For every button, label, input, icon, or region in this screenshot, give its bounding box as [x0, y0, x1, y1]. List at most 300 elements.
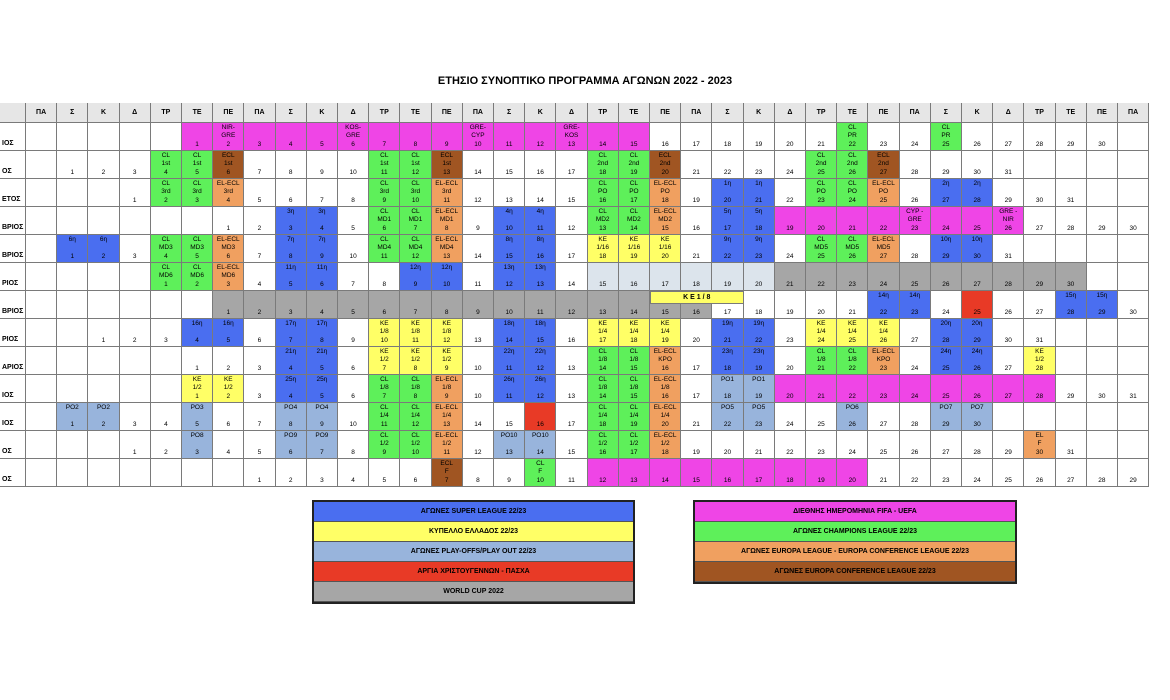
day-cell	[525, 319, 556, 347]
day-number: 4	[257, 281, 262, 288]
day-number: 12	[411, 169, 420, 176]
day-cell	[806, 207, 837, 235]
day-cell	[806, 179, 837, 207]
day-number: 14	[474, 169, 482, 176]
legend-item: ΑΓΩΝΕΣ EUROPA LEAGUE - EUROPA CONFERENCE LEAGUE 22/23	[695, 542, 1015, 562]
day-cell	[494, 151, 525, 179]
day-cell	[182, 431, 213, 459]
day-number: 26	[973, 365, 981, 372]
day-cell	[837, 263, 868, 291]
day-cell	[1024, 375, 1055, 403]
day-cell	[432, 151, 463, 179]
event-code: CL 1/8	[410, 376, 420, 391]
day-number: 24	[786, 421, 794, 428]
day-cell	[588, 403, 619, 431]
event-code: EL-ECL KPO	[872, 348, 895, 363]
day-number: 12	[567, 309, 576, 316]
day-number: 21	[848, 309, 856, 316]
day-number: 7	[320, 449, 324, 456]
day-cell	[494, 179, 525, 207]
event-code: 3η	[318, 208, 326, 215]
day-cell	[931, 375, 962, 403]
day-cell	[931, 179, 962, 207]
day-number: 2	[226, 365, 231, 372]
event-code: CL MD3	[159, 236, 173, 251]
day-header: ΤΕ	[1056, 103, 1087, 123]
day-number: 11	[505, 393, 513, 400]
day-cell	[57, 375, 88, 403]
event-code: 20η	[940, 320, 952, 327]
event-code: 10η	[940, 236, 952, 243]
event-code: EL-ECL 1/8	[653, 376, 677, 391]
day-cell	[88, 151, 119, 179]
day-cell	[712, 403, 743, 431]
day-cell	[525, 235, 556, 263]
day-number: 25	[1004, 477, 1012, 484]
day-cell	[868, 459, 899, 487]
day-cell	[556, 151, 587, 179]
day-cell	[962, 403, 993, 431]
event-code: CL MD4	[408, 236, 423, 251]
day-number: 5	[351, 309, 355, 316]
day-cell	[806, 235, 837, 263]
day-number: 23	[817, 197, 825, 204]
day-cell	[1024, 431, 1055, 459]
day-number: 14	[505, 337, 513, 344]
day-number: 10	[443, 281, 451, 288]
event-code: CL 1/8	[379, 376, 389, 391]
event-code: CL 1/2	[629, 432, 639, 447]
day-header: ΠΑ	[244, 103, 275, 123]
day-cell	[1024, 291, 1055, 319]
day-number: 19	[723, 281, 732, 288]
event-code: CL 1st	[192, 152, 202, 167]
day-cell	[57, 263, 88, 291]
event-code: PO1	[752, 376, 766, 383]
day-number: 25	[848, 337, 856, 344]
day-cell	[588, 375, 619, 403]
day-cell	[868, 235, 899, 263]
event-code: EL-ECL KPO	[653, 348, 677, 363]
day-cell	[151, 459, 182, 487]
day-cell	[744, 403, 775, 431]
day-cell	[837, 347, 868, 375]
day-header: Κ	[525, 103, 556, 123]
day-cell	[900, 291, 931, 319]
day-cell	[525, 347, 556, 375]
day-cell	[338, 179, 369, 207]
day-number: 13	[474, 337, 482, 344]
event-code: KE 1/2	[410, 348, 420, 363]
day-cell	[837, 459, 868, 487]
day-cell	[213, 235, 244, 263]
month-label	[0, 263, 26, 291]
day-number: 2	[257, 309, 262, 316]
day-cell	[244, 263, 275, 291]
day-number: 6	[413, 477, 418, 484]
legend-item: ΑΓΩΝΕΣ PLAY-OFFS/PLAY OUT 22/23	[314, 542, 633, 562]
day-number: 1	[132, 449, 137, 456]
day-number: 20	[848, 477, 856, 484]
event-code: 3η	[287, 208, 295, 215]
event-code: 21η	[316, 348, 328, 355]
day-number: 15	[630, 365, 638, 372]
day-number: 23	[911, 309, 919, 316]
day-cell	[494, 375, 525, 403]
day-cell	[619, 319, 650, 347]
day-cell	[900, 263, 931, 291]
day-cell	[182, 235, 213, 263]
month-label-text: ΒΡΙΟΣ	[2, 224, 24, 231]
day-number: 13	[443, 421, 451, 428]
day-cell	[463, 263, 494, 291]
day-cell	[556, 375, 587, 403]
day-cell	[806, 263, 837, 291]
day-cell	[57, 151, 88, 179]
day-cell	[775, 291, 806, 319]
day-cell	[494, 403, 525, 431]
day-cell	[1024, 123, 1055, 151]
day-number: 1	[195, 365, 199, 372]
day-cell	[400, 179, 431, 207]
day-cell	[276, 347, 307, 375]
day-number: 2	[195, 281, 199, 288]
event-code: 1η	[723, 180, 732, 187]
day-number: 20	[755, 281, 763, 288]
day-cell	[463, 431, 494, 459]
day-cell	[244, 403, 275, 431]
event-code: KE 1/4	[816, 320, 826, 335]
day-cell	[400, 263, 431, 291]
event-code: CL 1/4	[410, 404, 420, 419]
day-cell	[26, 123, 57, 151]
day-number: 15	[536, 337, 544, 344]
day-cell	[276, 403, 307, 431]
day-number: 5	[320, 393, 324, 400]
event-code: 22η	[503, 348, 515, 355]
event-code: PO9	[284, 432, 298, 439]
day-cell	[57, 319, 88, 347]
day-cell	[307, 291, 338, 319]
day-cell	[400, 347, 431, 375]
day-number: 8	[382, 281, 387, 288]
day-cell	[619, 375, 650, 403]
day-cell	[432, 431, 463, 459]
day-number: 2	[257, 225, 262, 232]
event-code: KE 1/4	[598, 320, 608, 335]
day-number: 8	[351, 197, 355, 204]
day-cell	[151, 179, 182, 207]
legend-right	[693, 500, 1017, 584]
day-number: 5	[195, 169, 199, 176]
day-cell	[151, 235, 182, 263]
event-code: EL-ECL 1/4	[653, 404, 677, 419]
day-number: 28	[1035, 141, 1044, 148]
event-code: CL 1st	[411, 152, 420, 167]
event-code: ECL 1st	[440, 152, 454, 167]
day-cell	[494, 207, 525, 235]
day-number: 1	[226, 225, 231, 232]
day-number: 17	[567, 421, 576, 428]
day-cell	[837, 179, 868, 207]
day-cell	[619, 403, 650, 431]
day-number: 29	[1035, 281, 1044, 288]
day-cell	[744, 123, 775, 151]
day-cell	[650, 319, 681, 347]
event-code: CL MD5	[845, 236, 860, 251]
event-code: PO3	[190, 404, 204, 411]
day-number: 27	[1035, 225, 1044, 232]
event-code: KE 1/16	[596, 236, 610, 251]
day-cell	[338, 263, 369, 291]
day-number: 4	[164, 169, 168, 176]
event-code: KE 1/8	[442, 320, 452, 335]
day-number: 7	[413, 309, 418, 316]
day-number: 1	[101, 337, 106, 344]
day-cell	[369, 375, 400, 403]
day-cell	[182, 291, 213, 319]
day-cell	[307, 179, 338, 207]
day-number: 1	[257, 477, 262, 484]
day-cell	[1024, 151, 1055, 179]
day-cell	[681, 347, 712, 375]
event-code: PO5	[752, 404, 766, 411]
day-number: 25	[942, 393, 950, 400]
day-cell	[900, 319, 931, 347]
day-cell	[369, 431, 400, 459]
month-label	[0, 123, 26, 151]
day-number: 20	[786, 141, 794, 148]
day-cell	[775, 459, 806, 487]
day-number: 29	[942, 253, 950, 260]
event-code: EL-ECL MD1	[435, 208, 459, 223]
day-header: ΤΡ	[151, 103, 182, 123]
event-code: CL 1/8	[598, 348, 608, 363]
day-number: 14	[567, 281, 576, 288]
day-number: 15	[505, 253, 513, 260]
day-number: 12	[505, 281, 513, 288]
event-code: CL MD1	[377, 208, 392, 223]
day-cell	[868, 319, 899, 347]
day-number: 30	[973, 253, 981, 260]
day-number: 2	[132, 337, 137, 344]
day-cell	[338, 291, 369, 319]
day-number: 17	[567, 169, 576, 176]
day-number: 22	[786, 197, 794, 204]
event-code: EL-ECL 1/2	[435, 432, 459, 447]
event-code: CYP - GRE	[906, 208, 924, 223]
day-cell	[806, 375, 837, 403]
day-cell	[432, 375, 463, 403]
day-number: 5	[195, 253, 199, 260]
day-number: 18	[723, 393, 732, 400]
day-number: 30	[1035, 449, 1044, 456]
day-cell	[1024, 263, 1055, 291]
day-number: 17	[599, 337, 607, 344]
day-cell	[650, 235, 681, 263]
event-code: 16η	[222, 320, 234, 327]
day-number: 27	[1004, 141, 1012, 148]
day-number: 16	[723, 477, 732, 484]
day-number: 16	[661, 393, 669, 400]
day-cell	[588, 123, 619, 151]
day-number: 30	[973, 421, 981, 428]
day-number: 9	[476, 309, 480, 316]
event-code: 13η	[503, 264, 515, 271]
day-number: 19	[630, 169, 638, 176]
event-code: ECL 1st	[221, 152, 235, 167]
day-number: 21	[755, 197, 763, 204]
event-code: 18η	[534, 320, 546, 327]
day-cell	[400, 319, 431, 347]
day-cell	[619, 291, 650, 319]
day-number: 29	[1129, 477, 1137, 484]
event-code: CL PO	[816, 180, 826, 195]
event-code: CL 1/2	[598, 432, 608, 447]
day-cell	[182, 375, 213, 403]
day-cell	[1087, 291, 1118, 319]
header-corner	[0, 103, 26, 123]
day-cell	[213, 263, 244, 291]
day-header: ΠΕ	[650, 103, 681, 123]
day-cell	[57, 347, 88, 375]
day-cell	[525, 291, 556, 319]
day-cell	[463, 347, 494, 375]
day-number: 1	[195, 393, 199, 400]
day-number: 27	[973, 281, 981, 288]
event-code: 26η	[503, 376, 515, 383]
legend-item: ΚΥΠΕΛΛΟ ΕΛΛΑΔΟΣ 22/23	[314, 522, 633, 542]
day-cell	[120, 207, 151, 235]
day-number: 5	[226, 337, 231, 344]
day-number: 18	[786, 477, 794, 484]
day-number: 11	[568, 477, 575, 484]
day-number: 21	[817, 393, 825, 400]
day-number: 16	[536, 169, 544, 176]
day-number: 1	[164, 281, 168, 288]
day-number: 26	[911, 197, 919, 204]
day-cell	[307, 235, 338, 263]
day-cell	[588, 319, 619, 347]
day-number: 3	[257, 141, 262, 148]
day-number: 23	[911, 225, 919, 232]
day-cell	[1056, 123, 1087, 151]
month-label	[0, 235, 26, 263]
day-number: 23	[755, 421, 763, 428]
day-cell	[556, 319, 587, 347]
event-code: 19η	[753, 320, 765, 327]
day-number: 31	[1067, 197, 1075, 204]
day-cell	[712, 459, 743, 487]
day-cell	[307, 459, 338, 487]
day-number: 29	[1067, 393, 1075, 400]
day-cell	[712, 347, 743, 375]
day-cell	[400, 403, 431, 431]
day-cell	[1024, 459, 1055, 487]
day-cell	[525, 459, 556, 487]
day-number: 9	[320, 253, 324, 260]
day-cell	[57, 235, 88, 263]
day-cell	[962, 375, 993, 403]
day-number: 5	[257, 449, 262, 456]
day-number: 27	[879, 253, 888, 260]
day-cell	[276, 179, 307, 207]
day-number: 26	[1004, 309, 1012, 316]
day-cell	[400, 151, 431, 179]
day-cell	[837, 151, 868, 179]
day-number: 2	[101, 253, 106, 260]
day-number: 17	[692, 393, 700, 400]
day-cell	[338, 459, 369, 487]
day-cell	[775, 319, 806, 347]
day-cell	[120, 291, 151, 319]
day-cell	[432, 291, 463, 319]
day-cell	[494, 459, 525, 487]
day-cell	[837, 207, 868, 235]
day-number: 7	[382, 393, 387, 400]
day-number: 14	[536, 197, 544, 204]
event-code: PO1	[720, 376, 734, 383]
day-number: 25	[973, 309, 981, 316]
month-label	[0, 459, 26, 487]
day-number: 11	[380, 421, 388, 428]
day-cell	[57, 431, 88, 459]
event-code: EL-ECL 1/4	[435, 404, 459, 419]
day-cell	[744, 179, 775, 207]
day-number: 4	[288, 365, 293, 372]
event-code: KE 1/2	[192, 376, 202, 391]
day-number: 13	[567, 141, 576, 148]
day-number: 19	[786, 225, 794, 232]
day-number: 15	[692, 477, 700, 484]
day-header: Δ	[120, 103, 151, 123]
event-code: PO4	[284, 404, 298, 411]
event-code: NIR- GRE	[221, 124, 236, 139]
day-number: 27	[879, 169, 888, 176]
event-code: 12η	[410, 264, 421, 271]
event-code: CL 3rd	[379, 180, 389, 195]
day-number: 28	[1035, 393, 1044, 400]
month-label-text: ΑΡΙΟΣ	[2, 364, 24, 371]
event-code: EL-ECL MD2	[653, 208, 677, 223]
day-number: 6	[226, 253, 231, 260]
event-code: EL-ECL PO	[653, 180, 677, 195]
day-cell	[525, 179, 556, 207]
day-number: 16	[599, 197, 607, 204]
event-code: EL-ECL PO	[872, 180, 895, 195]
day-cell	[993, 403, 1024, 431]
day-cell	[432, 123, 463, 151]
day-number: 8	[288, 169, 293, 176]
day-number: 17	[567, 253, 576, 260]
day-cell	[213, 123, 244, 151]
day-number: 3	[320, 477, 324, 484]
day-number: 3	[226, 281, 231, 288]
event-code: EL-ECL 1/8	[435, 376, 459, 391]
day-cell	[494, 319, 525, 347]
day-cell	[463, 207, 494, 235]
day-number: 24	[911, 365, 919, 372]
day-cell	[681, 459, 712, 487]
day-cell	[432, 235, 463, 263]
event-code: 21η	[285, 348, 297, 355]
day-cell	[120, 123, 151, 151]
day-cell	[712, 123, 743, 151]
day-number: 10	[474, 393, 482, 400]
day-cell	[463, 291, 494, 319]
event-code: CL MD2	[595, 208, 610, 223]
event-code: CL 1/4	[629, 404, 639, 419]
